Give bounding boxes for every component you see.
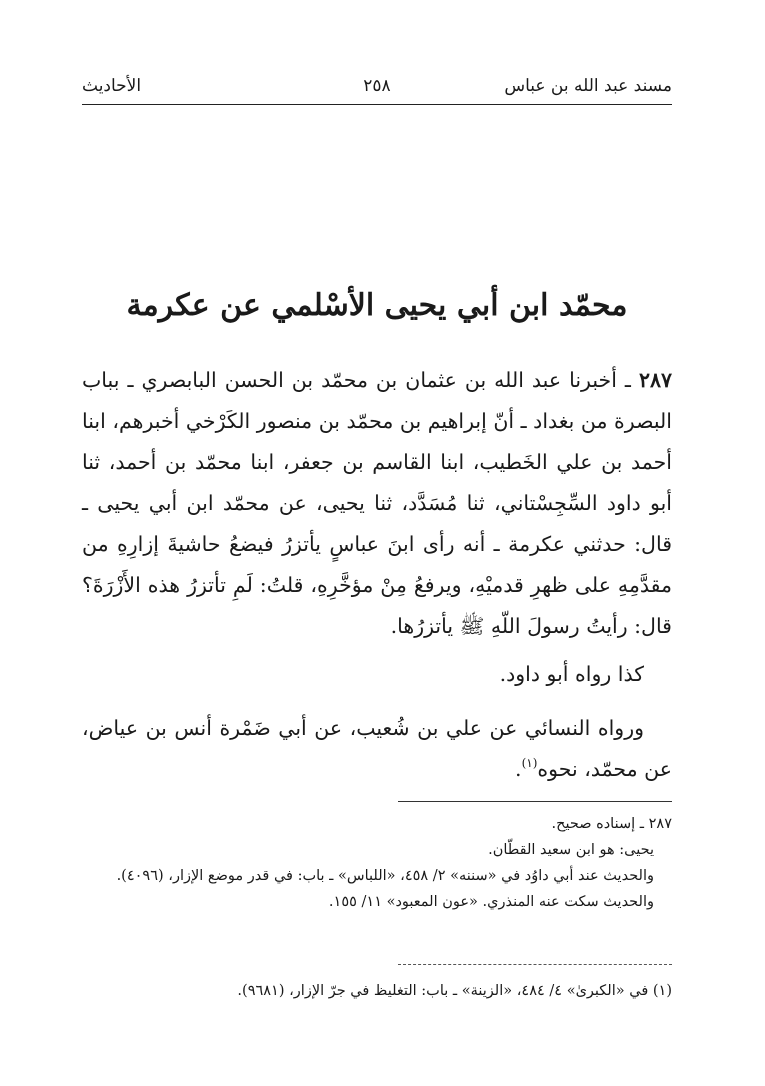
note-line-2: والحديث عند أبي داوُد في «سننه» ٢/ ٤٥٨، «اللباس» ـ باب: في قدر موضع الإزار، (٤٠٩٦). <box>116 868 654 884</box>
hadith-paragraph <box>82 360 672 647</box>
footnote: (١) في «الكبرىٰ» ٤/ ٤٨٤، «الزينة» ـ باب: التغليظ في جرّ الإزار، (٩٦٨١). <box>237 983 672 999</box>
note-line-1: يحيى: هو ابن سعيد القطّان. <box>488 842 654 858</box>
book-title: مسند عبد الله بن عباس <box>504 76 672 96</box>
narration-note-1: كذا رواه أبو داود. <box>499 662 644 686</box>
header-divider <box>82 104 672 105</box>
hadith-text: ـ أخبرنا عبد الله بن عثمان بن محمّد بن الحسن البابصري ـ بباب البصرة من بغداد ـ أنّ إبراهيم بن محمّد بن منصور الكَرْخي أخبرهم، ابنا أحمد بن علي الخَطيب، ابنا القاسم بن جعفر، ابنا محمّد بن أحمد، ثنا أبو داود السِّجِسْتاني، ثنا مُسَدَّد، ثنا يحيى، عن محمّد ابن أبي يحيى ـ قال: حدثني عكرمة ـ أنه رأى ابنَ عباسٍ يأتزرُ فيضعُ حاشيةَ إزارِهِ من مقدَّمِهِ على ظهرِ قدميْهِ، ويرفعُ مِنْ مؤخَّرِهِ، قلتُ: لَمِ تأتزرُ هذه الأَزْرَةَ؟ قال: رأيتُ رسولَ اللّهِ ﷺ يأتزرُها. <box>82 368 672 638</box>
page-number: ٢٥٨ <box>363 76 391 96</box>
footnote-divider <box>398 964 672 965</box>
narration-note-2-end: . <box>515 757 522 781</box>
chapter-title: محمّد ابن أبي يحيى الأسْلمي عن عكرمة <box>126 288 628 323</box>
narration-note-2 <box>82 708 672 790</box>
note-line-3: والحديث سكت عنه المنذري. «عون المعبود» ١١/ ١٥٥. <box>328 894 654 910</box>
note-heading: ٢٨٧ ـ إسناده صحيح. <box>551 816 672 832</box>
editor-notes <box>82 811 672 915</box>
hadith-number: ٢٨٧ <box>638 368 672 392</box>
notes-divider <box>398 801 672 802</box>
section-name: الأحاديث <box>82 76 142 96</box>
main-text <box>82 360 672 790</box>
footnote-marker: (١) <box>521 756 538 770</box>
running-header <box>82 76 672 102</box>
narration-note-2-text: ورواه النسائي عن علي بن شُعيب، عن أبي ضَمْرة أنس بن عياض، عن محمّد، نحوه <box>82 716 672 781</box>
